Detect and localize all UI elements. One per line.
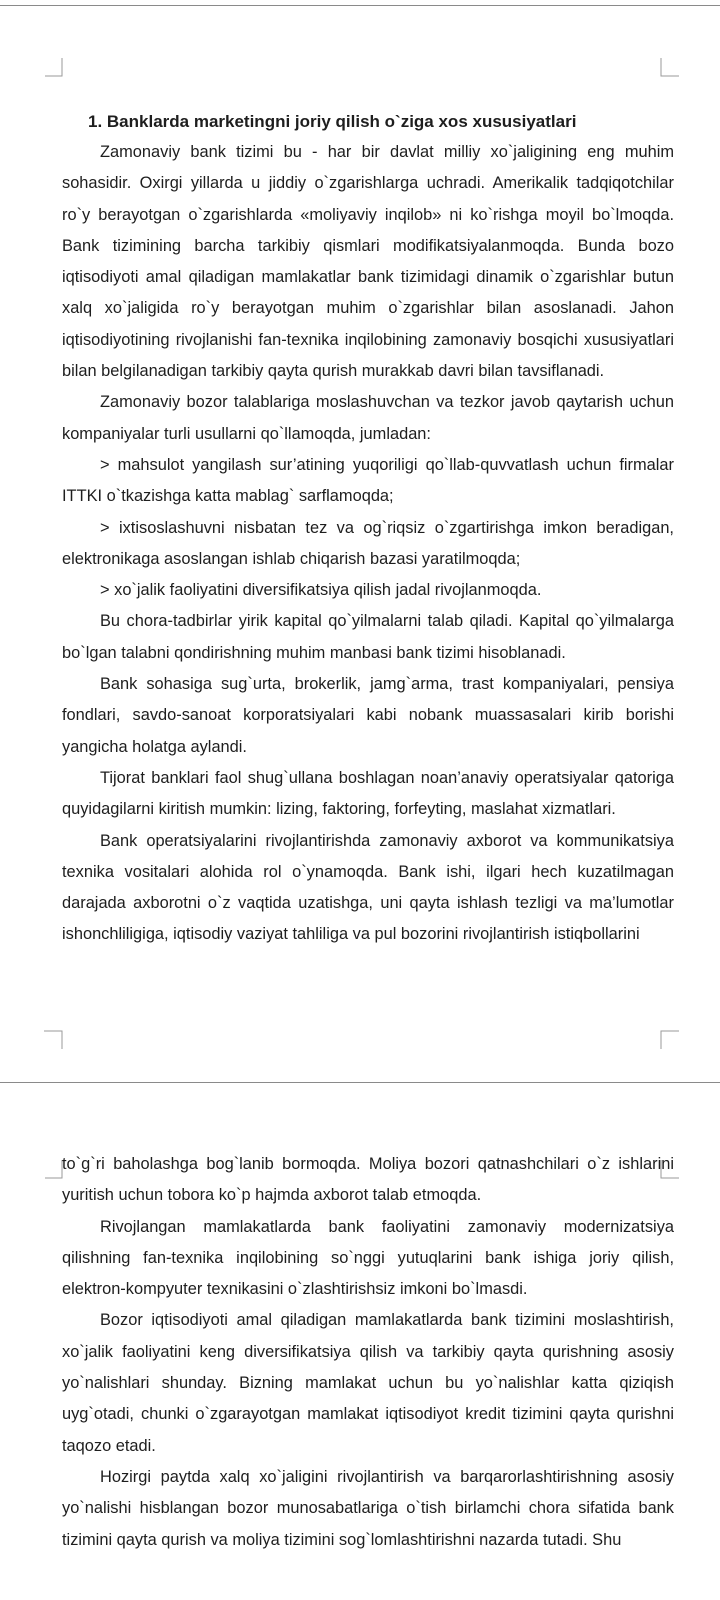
list-item: > xo`jalik faoliyatini diversifikatsiya qilish jadal rivojlanmoqda. (100, 581, 542, 600)
crop-mark-bottom-right (660, 1030, 680, 1050)
paragraph: Bank sohasiga sug`urta, brokerlik, jamg`arma, trast kompaniyalari, pensiya fondlari, savdo-sanoat korporatsiyalari kabi nobank muassasalari kirib borishi yangicha holatga aylandi. (62, 675, 674, 756)
paragraph-continuation: to`g`ri baholashga bog`lanib bormoqda. Moliya bozori qatnashchilari o`z ishlarini yuritish uchun tobora ko`p hajmda axborot talab etmoqda. (62, 1155, 674, 1205)
list-item: > ixtisoslashuvni nisbatan tez va og`riqsiz o`zgartirishga imkon beradigan, elektronikaga asoslangan ishlab chiqarish bazasi yaratilmoqda; (62, 518, 674, 568)
page-top-border (0, 5, 720, 6)
crop-mark-top-left-page2 (44, 1160, 64, 1180)
paragraph: Bank operatsiyalarini rivojlantirishda zamonaviy axborot va kommunikatsiya texnika vositalari alohida rol o`ynamoqda. Bank ishi, ilgari hech kuzatilmagan darajada axborotni o`z vaqtida uzatishga, uni qayta ishlash tezligi va ma’lumotlar ishonchliligiga, iqtisodiy vaziyat tahliliga va pul bozorini rivojlantirish istiqbollarini (62, 831, 674, 944)
section-heading: 1. Banklarda marketingni joriy qilish o`ziga xos xususiyatlari (88, 112, 577, 131)
crop-mark-top-right (660, 58, 680, 78)
paragraph: Rivojlangan mamlakatlarda bank faoliyatini zamonaviy modernizatsiya qilishning fan-texnika inqilobining so`nggi yutuqlarini bank ishiga joriy qilish, elektron-kompyuter texnikasini o`zlashtirishsiz imkoni bo`lmasdi. (62, 1217, 674, 1299)
paragraph: Bozor iqtisodiyoti amal qiladigan mamlakatlarda bank tizimini moslashtirish, xo`jalik faoliyatini keng diversifikatsiya qilish va tarkibiy qayta qurishning asosiy yo`nalishlari shunday. Bizning mamlakat uchun bu yo`nalishlar katta qiziqish uyg`otadi, chunki o`zgarayotgan mamlakat iqtisodiyot kredit tizimini qayta qurishni taqozo etadi. (62, 1311, 674, 1455)
page-1-body (62, 137, 674, 951)
paragraph: Zamonaviy bank tizimi bu - har bir davlat milliy xo`jaligining eng muhim sohasidir. Oxirgi yillarda u jiddiy o`zgarishlarga uchradi. Amerikalik tadqiqotchilar ro`y berayotgan o`zgarishlarda «moliyaviy inqilob» ni ko`rishga moyil bo`lmoqda. Bank tizimining barcha tarkibiy qismlari modifikatsiyalanmoqda. Bunda bozo iqtisodiyoti amal qiladigan mamlakatlar bank tizimidagi dinamik o`zgarishlar butun xalq xo`jaligida ro`y berayotgan muhim o`zgarishlar bilan asoslanadi. Jahon iqtisodiyotining rivojlanishi fan-texnika inqilobining zamonaviy bosqichi xususiyatlari bilan belgilanadigan tarkibiy qayta qurish murakkab davri bilan tavsiflanadi. (62, 143, 674, 381)
list-item: > mahsulot yangilash sur’atining yuqoriligi qo`llab-quvvatlash uchun firmalar ITTKI o`tkazishga katta mablag` sarflamoqda; (62, 455, 674, 506)
page-2-body (62, 1149, 674, 1556)
crop-mark-top-left (44, 58, 64, 78)
paragraph: Hozirgi paytda xalq xo`jaligini rivojlantirish va barqarorlashtirishning asosiy yo`nalishi hisblangan bozor munosabatlariga o`tish birlamchi chora sifatida bank tizimini qayta qurish va moliya tizimini sog`lomlashtirishni nazarda tutadi. Shu (62, 1467, 674, 1549)
paragraph: Zamonaviy bozor talablariga moslashuvchan va tezkor javob qaytarish uchun kompaniyalar turli usullarni qo`llamoqda, jumladan: (62, 393, 674, 443)
paragraph: Bu chora-tadbirlar yirik kapital qo`yilmalarni talab qiladi. Kapital qo`yilmalarga bo`lgan talabni qondirishning muhim manbasi bank tizimi hisoblanadi. (62, 612, 674, 662)
paragraph: Tijorat banklari faol shug`ullana boshlagan noan’anaviy operatsiyalar qatoriga quyidagilarni kiritish mumkin: lizing, faktoring, forfeyting, maslahat xizmatlari. (62, 768, 674, 819)
page-break-line (0, 1082, 720, 1083)
crop-mark-bottom-left (44, 1030, 64, 1050)
